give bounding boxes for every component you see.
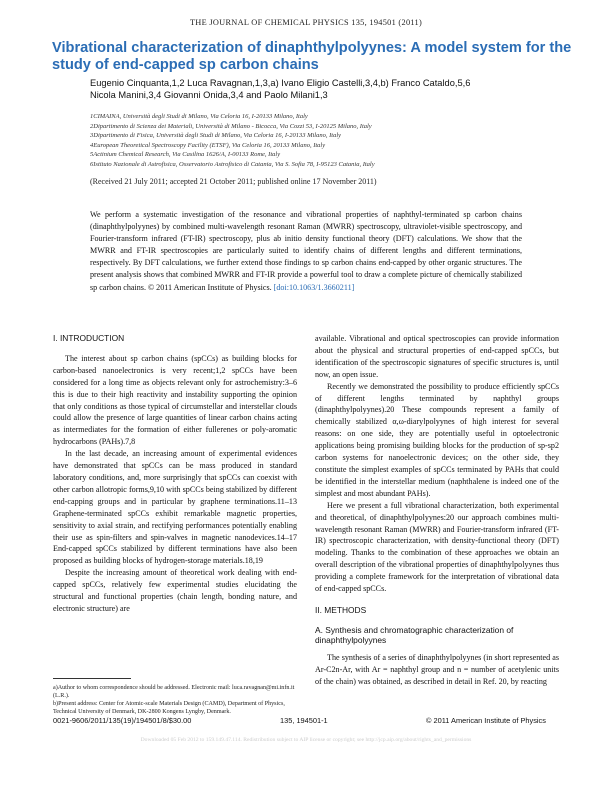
abstract <box>90 209 522 294</box>
intro-paragraph-3: Despite the increasing amount of theoretical work dealing with end-capped spCCs, relatively few experimental studies elucidating the structural and functional properties (chain length, bonding nature, and electronic structure) are <box>53 568 297 613</box>
authors-line-2: Nicola Manini,3,4 Giovanni Onida,3,4 and Paolo Milani1,3 <box>90 90 328 101</box>
doi-link[interactable]: [doi:10.1063/1.3660211] <box>273 282 355 292</box>
download-notice: Downloaded 05 Feb 2012 to 159.149.47.114. Redistribution subject to AIP license or copyright; see http://jcp.aip.org/about/rights_and_permissions <box>140 737 472 743</box>
footnote-rule <box>53 678 131 679</box>
subsection-heading-synthesis: A. Synthesis and chromatographic characterization of dinaphthylpolyynes <box>315 624 514 646</box>
right-paragraph-1: available. Vibrational and optical spectroscopies can provide information about the physical and structural properties of end-capped spCCs, but identification of the spectroscopic signatures of specific structures is, until now, an open issue. <box>315 334 559 379</box>
intro-paragraph-1: The interest about sp carbon chains (spCCs) as building blocks for carbon-based nanoelectronics is very recent;1,2 spCCs have been considered for a long time as objects relevant only for astrochemistry:3–6 this is due to their high reactivity and instability supporting the opinion that only conditions as those typical of circumstellar and interstellar clouds could allow the presence of large quantities of linear carbon chains acting as intermediates for the formation of either fullerenes or poly-aromatic hydrocarbons (PAHs).7,8 <box>53 353 297 447</box>
right-paragraph-2: Recently we demonstrated the possibility to produce efficiently spCCs of different lengths terminated by naphthyl groups (dinaphthylpolyynes).20 These compounds represent a family of chemically stabilized α,ω-diarylpolyynes of high interest for several reasons: on one side, they are potentially useful in optoelectronic applications being promising building blocks for the production of sp-sp2 carbon systems for nanoelectronic devices; on the other side, they constitute the simplest examples of spCCs terminated by PAHs that could be identified in the interstellar medium (naphthalene is indeed one of the simplest and most abundant PAHs). <box>315 381 559 498</box>
affiliation-3: 3Dipartimento di Fisica, Università degli Studi di Milano, Via Celoria 16, I-20133 Milano, Italy <box>90 132 342 140</box>
footnote-a: a)Author to whom correspondence should be addressed. Electronic mail: luca.ravagnan@mi.infn.it (L.R.). <box>53 685 295 700</box>
affiliation-5: 5Actinium Chemical Research, Via Casilina 1626/A, I-00133 Rome, Italy <box>90 151 281 159</box>
footer-copyright: © 2011 American Institute of Physics <box>426 716 546 725</box>
footer-issn: 0021-9606/2011/135(19)/194501/8/$30.00 <box>53 716 192 725</box>
affiliation-4: 4European Theoretical Spectroscopy Facility (ETSF), Via Celoria 16, 20133 Milano, Italy <box>90 141 326 149</box>
footnote-b: b)Present address: Center for Atomic-scale Materials Design (CAMD), Department of Physics, Technical University of Denmark, DK-2800 Kongens Lyngby, Denmark. <box>53 701 285 716</box>
left-column <box>53 333 297 615</box>
section-heading-methods: II. METHODS <box>315 604 367 615</box>
received-dates: (Received 21 July 2011; accepted 21 October 2011; published online 17 November 2011) <box>90 177 377 186</box>
affiliation-1: 1CIMAINA, Università degli Studi di Milano, Via Celoria 16, I-20133 Milano, Italy <box>90 113 308 120</box>
paper-title: Vibrational characterization of dinaphthylpolyynes: A model system for the study of end-capped sp carbon chains <box>52 40 572 73</box>
right-paragraph-3: Here we present a full vibrational characterization, both experimental and theoretical, of dinaphthylpolyynes:20 our approach combines multi-wavelength resonant Raman (MWRR) and Fourier-transform infrared (FT-IR) spectroscopic characterization, with density-functional theory (DFT) modeling. Thanks to the combination of these approaches we obtain an overall description of the vibrational properties of dinaphthylpolyynes thus providing a complete framework for the interpretation of vibrational data of end-capped spCCs. <box>315 500 559 594</box>
affiliations <box>90 112 570 170</box>
affiliation-2: 2Dipartimento di Scienza dei Materiali, Università di Milano - Bicocca, Via Cozzi 53, I-20125 Milano, Italy <box>90 122 372 130</box>
journal-header: THE JOURNAL OF CHEMICAL PHYSICS 135, 194501 (2011) <box>189 18 423 27</box>
affiliation-6: 6Istituto Nazionale di Astrofisica, Osservatorio Astrofisico di Catania, Via S. Sofia 78, I-95123 Catania, Italy <box>90 160 375 168</box>
right-column <box>315 333 559 688</box>
methods-paragraph-1: The synthesis of a series of dinaphthylpolyynes (in short represented as Ar-C2n-Ar, with Ar = naphthyl group and n = number of acetylenic units of the chain) was obtained, as described in detail in Ref. 20, by reacting <box>315 652 559 686</box>
author-list <box>90 77 560 102</box>
section-heading-introduction: I. INTRODUCTION <box>53 333 125 343</box>
intro-paragraph-2: In the last decade, an increasing amount of experimental evidences have demonstrated that spCCs can be mass produced in standard laboratory conditions, and, more surprisingly that spCCs can coexist with other carbon allotropic forms,9,10 with spCCs being stabilized by different end-capping groups and in particular by graphene terminations.11–13 Graphene-terminated spCCs exhibit remarkable magnetic properties, sensitivity to axial strain, and rectifying performances potentially enabling their use as spin-filters and spin-valves in magnetic nanodevices.14–17 End-capped spCCs stabilized by different terminations have also been proposed as building blocks of hydrogen-storage materials.18,19 <box>53 449 297 566</box>
authors-line-1: Eugenio Cinquanta,1,2 Luca Ravagnan,1,3,a) Ivano Eligio Castelli,3,4,b) Franco Cataldo,5,6 <box>90 78 471 88</box>
footer-page-number: 135, 194501-1 <box>280 716 328 725</box>
abstract-text: We perform a systematic investigation of the resonance and vibrational properties of naphthyl-terminated sp carbon chains (dinaphthylpolyynes) by combined multi-wavelength resonant Raman (MWRR) spectroscopy, ultraviolet-visible spectroscopy, and Fourier-transform infrared (FT-IR) spectroscopy, plus ab initio density functional theory (DFT) calculations. We show that the MWRR and FT-IR spectroscopies are particularly suited to identify chains of different lengths and different terminations, respectively. By DFT calculations, we further extend those findings to sp carbon chains end-capped by other organic structures. The present analysis shows that combined MWRR and FT-IR provide a powerful tool to draw a complete picture of chemically stabilized sp carbon chains. © 2011 American Institute of Physics. <box>90 210 522 292</box>
